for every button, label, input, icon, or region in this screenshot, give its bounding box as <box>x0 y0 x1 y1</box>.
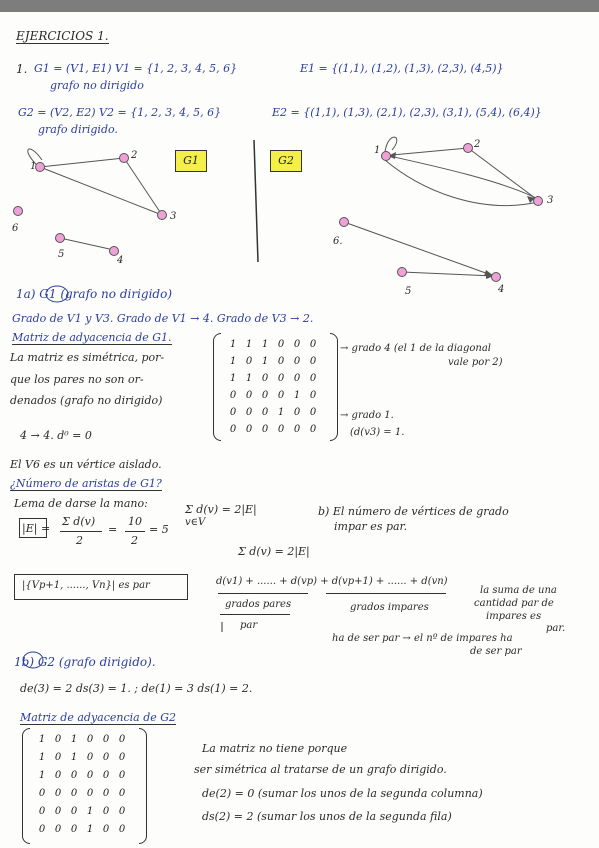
g2-node-4 <box>492 273 501 282</box>
g1-label-3: 3 <box>170 211 177 222</box>
g2-label-4: 4 <box>498 284 505 295</box>
g2-adjacency-matrix <box>22 728 147 844</box>
par-label: par <box>240 620 258 631</box>
brace-par <box>220 614 290 615</box>
g1-matrix-row-3: 1 1 0 0 0 0 <box>229 373 317 384</box>
b-note-2: impar es par. <box>334 520 408 533</box>
g1-note-line-2: que los pares no son or- <box>10 373 144 386</box>
g2-kind: grafo dirigido. <box>38 123 118 136</box>
g1-label-2: 2 <box>131 150 138 161</box>
sum-subscript: v∈V <box>185 517 206 528</box>
g1-arrow-note-1: → grado 4 (el 1 de la diagonal <box>340 343 492 354</box>
e-calc-lhs: |E| = <box>22 522 51 535</box>
g1-label-5: 5 <box>58 249 65 260</box>
g2-node-2 <box>464 144 473 153</box>
suma-note-1: la suma de una <box>480 585 557 596</box>
g2-label-2: 2 <box>474 139 481 150</box>
g1-node-1 <box>36 163 45 172</box>
g1-edges: E1 = {(1,1), (1,2), (1,3), (2,3), (4,5)} <box>300 62 504 75</box>
g2-node-1 <box>382 152 391 161</box>
g1-matrix-title: Matriz de adyacencia de G1. <box>12 331 172 344</box>
grados-pares: grados pares <box>225 599 292 610</box>
isolated-vertex-note: El V6 es un vértice aislado. <box>10 458 162 471</box>
g2-matrix-row-5: 0 0 0 1 0 0 <box>38 806 126 817</box>
e-calc-ten: 10 <box>128 515 142 528</box>
brace-impares <box>326 593 446 594</box>
g1-note-line-1: La matriz es simétrica, por- <box>10 351 165 364</box>
g1-definition: G1 = (V1, E1) V1 = {1, 2, 3, 4, 5, 6} <box>34 62 238 75</box>
degree-line: 4 → 4. d⁰ = 0 <box>20 429 92 442</box>
g2-matrix-row-3: 1 0 0 0 0 0 <box>38 770 126 781</box>
part-1b-degrees: de(3) = 2 ds(3) = 1. ; de(1) = 3 ds(1) = 2. <box>20 682 253 695</box>
e-calc-fraction-bar-2 <box>125 531 145 532</box>
g2-note-3: de(2) = 0 (sumar los unos de la segunda columna) <box>202 787 483 800</box>
g1-node-3 <box>158 211 167 220</box>
g2-definition: G2 = (V2, E2) V2 = {1, 2, 3, 4, 5, 6} <box>18 106 222 119</box>
suma-note-4: par. <box>546 623 566 634</box>
part-1a-title: 1a) G1 (grafo no dirigido) <box>16 287 173 301</box>
b-note: b) El número de vértices de grado <box>318 505 509 518</box>
g2-note-4: ds(2) = 2 (sumar los unos de la segunda fila) <box>202 810 452 823</box>
brace-pares <box>218 593 308 594</box>
suma-note-2: cantidad par de <box>474 598 554 609</box>
e-calc-fraction-bar <box>60 531 102 532</box>
e-calc-num: Σ d(v) <box>62 515 96 528</box>
e-calc-equals: = <box>108 523 118 536</box>
g2-matrix-row-4: 0 0 0 0 0 0 <box>38 788 126 799</box>
edges-question: ¿Número de aristas de G1? <box>10 477 162 490</box>
g2-label-3: 3 <box>547 195 554 206</box>
g2-label-5: 5 <box>405 286 412 297</box>
g1-note-line-3: denados (grafo no dirigido) <box>10 394 163 407</box>
g2-label-6: 6. <box>333 236 343 247</box>
grados-impares: grados impares <box>350 602 429 613</box>
e-calc-result: = 5 <box>149 523 169 536</box>
g1-label-4: 4 <box>117 255 124 266</box>
g1-node-5 <box>56 234 65 243</box>
g1-matrix-row-1: 1 1 1 0 0 0 <box>229 339 317 350</box>
g1-arrow-note-2b: (d(v3) = 1. <box>350 427 405 438</box>
g2-badge: G2 <box>270 150 302 172</box>
g2-matrix-row-6: 0 0 0 1 0 0 <box>38 824 126 835</box>
g1-label-1: 1 <box>30 161 37 172</box>
g1-kind: grafo no dirigido <box>50 79 144 92</box>
sum-formula: Σ d(v) = 2|E| <box>185 503 257 516</box>
part-1a-degrees: Grado de V1 y V3. Grado de V1 → 4. Grado de V3 → 2. <box>12 312 314 325</box>
g2-matrix-title: Matriz de adyacencia de G2 <box>20 711 177 724</box>
suma-note-3: impares es <box>486 611 542 622</box>
g2-node-5 <box>398 268 407 277</box>
g1-node-2 <box>120 154 129 163</box>
e-calc-two: 2 <box>131 534 138 547</box>
item-number: 1. <box>16 62 28 76</box>
degree-expansion: d(v1) + ...... + d(vp) + d(vp+1) + ...... + d(vn) <box>216 576 448 587</box>
g1-matrix-row-4: 0 0 0 0 1 0 <box>229 390 317 401</box>
g1-adjacency-matrix <box>213 333 338 441</box>
boxed-statement: |{Vp+1, ......, Vn}| es par <box>22 580 150 591</box>
g1-arrow-note-2: → grado 1. <box>340 410 394 421</box>
g1-label-6: 6 <box>12 223 19 234</box>
g1-matrix-row-6: 0 0 0 0 0 0 <box>229 424 317 435</box>
g2-matrix-row-1: 1 0 1 0 0 0 <box>38 734 126 745</box>
g1-badge: G1 <box>175 150 207 172</box>
handshake-lemma: Lema de darse la mano: <box>14 497 148 510</box>
e-calc-den: 2 <box>76 534 83 547</box>
g2-note-1: La matriz no tiene porque <box>202 742 348 755</box>
g2-edges: E2 = {(1,1), (1,3), (2,1), (2,3), (3,1), (5,4), (6,4)} <box>272 106 542 119</box>
g2-matrix-row-2: 1 0 1 0 0 0 <box>38 752 126 763</box>
g2-node-6 <box>340 218 349 227</box>
g2-note-2: ser simétrica al tratarse de un grafo dirigido. <box>194 763 447 776</box>
g1-matrix-row-2: 1 0 1 0 0 0 <box>229 356 317 367</box>
g2-node-3 <box>534 197 543 206</box>
ha-de-ser-note: ha de ser par → el nº de impares ha <box>332 633 513 644</box>
sum-formula-2: Σ d(v) = 2|E| <box>238 545 310 558</box>
part-1b-title: 1b) G2 (grafo dirigido). <box>14 655 156 669</box>
g1-matrix-row-5: 0 0 0 1 0 0 <box>229 407 317 418</box>
g1-arrow-note-1b: vale por 2) <box>448 357 503 368</box>
g2-label-1: 1 <box>374 145 381 156</box>
page-heading: EJERCICIOS 1. <box>16 29 109 43</box>
g1-node-6 <box>14 207 23 216</box>
ha-de-ser-note-2: de ser par <box>470 646 522 657</box>
